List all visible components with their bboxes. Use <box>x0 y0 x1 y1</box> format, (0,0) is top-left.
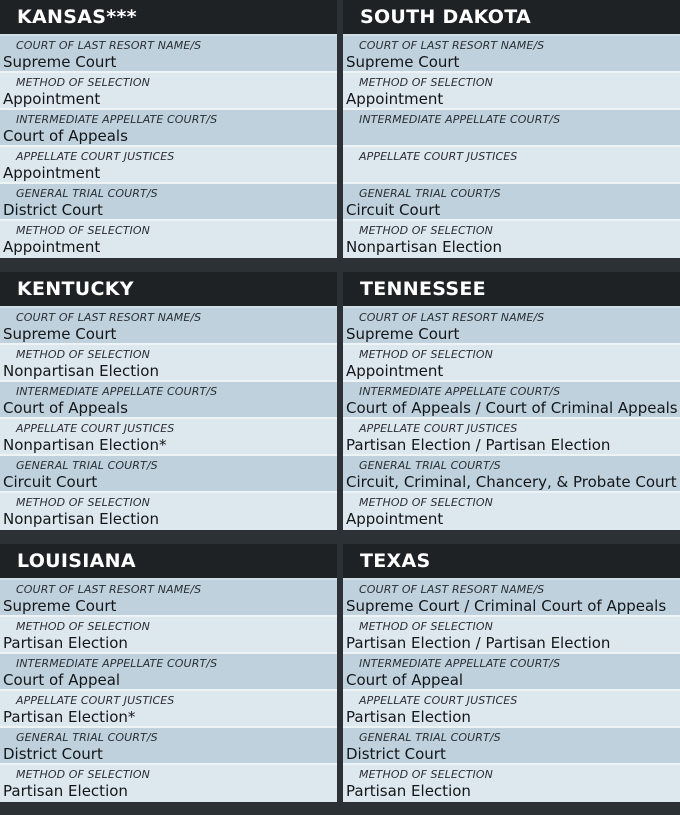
field-value: Court of Appeal <box>3 671 121 689</box>
field-value: District Court <box>346 745 446 763</box>
court-info-list <box>343 308 680 544</box>
field-label: INTERMEDIATE APPELLATE COURT/S <box>359 385 561 398</box>
court-info-row <box>0 493 337 530</box>
court-info-row <box>0 617 337 654</box>
court-info-row <box>343 691 680 728</box>
state-name: TENNESSEE <box>360 278 486 300</box>
field-value: Appointment <box>346 90 444 108</box>
field-value: Nonpartisan Election <box>3 510 159 528</box>
court-info-row <box>0 382 337 419</box>
field-label: COURT OF LAST RESORT NAME/S <box>16 39 202 52</box>
field-value: Supreme Court / Criminal Court of Appeals <box>346 597 667 615</box>
field-label: INTERMEDIATE APPELLATE COURT/S <box>359 657 561 670</box>
field-label: METHOD OF SELECTION <box>359 620 493 633</box>
field-label: METHOD OF SELECTION <box>359 224 493 237</box>
field-label: GENERAL TRIAL COURT/S <box>16 187 158 200</box>
field-value: Nonpartisan Election <box>3 362 159 380</box>
court-info-row <box>343 617 680 654</box>
field-value: Partisan Election / Partisan Election <box>346 436 611 454</box>
court-info-row <box>0 147 337 184</box>
court-info-row <box>0 580 337 617</box>
field-label: INTERMEDIATE APPELLATE COURT/S <box>16 113 218 126</box>
field-label: METHOD OF SELECTION <box>16 76 150 89</box>
court-info-row <box>0 110 337 147</box>
state-name: SOUTH DAKOTA <box>360 6 532 28</box>
court-info-row <box>0 345 337 382</box>
field-value: Court of Appeals <box>3 127 128 145</box>
field-value: District Court <box>3 201 103 219</box>
field-label: INTERMEDIATE APPELLATE COURT/S <box>16 657 218 670</box>
court-info-row <box>0 73 337 110</box>
field-label: GENERAL TRIAL COURT/S <box>359 187 501 200</box>
state-header <box>343 272 680 308</box>
court-info-row <box>343 382 680 419</box>
field-label: INTERMEDIATE APPELLATE COURT/S <box>16 385 218 398</box>
field-label: APPELLATE COURT JUSTICES <box>359 422 518 435</box>
court-info-row <box>0 36 337 73</box>
court-info-row <box>343 73 680 110</box>
field-value: Appointment <box>346 510 444 528</box>
state-name: LOUISIANA <box>17 550 136 572</box>
court-info-row <box>0 456 337 493</box>
court-info-row <box>0 221 337 258</box>
field-label: APPELLATE COURT JUSTICES <box>16 422 175 435</box>
field-label: COURT OF LAST RESORT NAME/S <box>16 583 202 596</box>
field-value: Nonpartisan Election* <box>3 436 167 454</box>
field-value: Court of Appeals / Court of Criminal Appeals <box>346 399 678 417</box>
field-value: Circuit Court <box>346 201 441 219</box>
state-card <box>0 544 337 815</box>
court-info-row <box>0 691 337 728</box>
field-value: Appointment <box>3 90 101 108</box>
field-label: METHOD OF SELECTION <box>359 768 493 781</box>
court-info-list <box>343 580 680 815</box>
field-label: APPELLATE COURT JUSTICES <box>16 150 175 163</box>
field-value: Partisan Election* <box>3 708 136 726</box>
court-info-row <box>0 308 337 345</box>
field-label: METHOD OF SELECTION <box>16 620 150 633</box>
field-value: Circuit Court <box>3 473 98 491</box>
court-info-row <box>0 184 337 221</box>
field-label: APPELLATE COURT JUSTICES <box>359 150 518 163</box>
state-card <box>343 272 680 544</box>
state-header <box>0 544 337 580</box>
field-label: METHOD OF SELECTION <box>16 496 150 509</box>
court-info-row <box>0 654 337 691</box>
field-value: Court of Appeal <box>346 671 464 689</box>
state-card <box>0 272 337 544</box>
court-info-row <box>343 345 680 382</box>
field-label: COURT OF LAST RESORT NAME/S <box>16 311 202 324</box>
field-label: METHOD OF SELECTION <box>16 768 150 781</box>
state-name: KENTUCKY <box>17 278 134 300</box>
court-info-row <box>0 419 337 456</box>
field-value: District Court <box>3 745 103 763</box>
field-label: APPELLATE COURT JUSTICES <box>16 694 175 707</box>
field-value: Supreme Court <box>346 325 460 343</box>
state-header <box>343 544 680 580</box>
state-card <box>343 544 680 815</box>
field-value: Supreme Court <box>3 325 117 343</box>
court-info-row <box>343 419 680 456</box>
court-info-row <box>0 765 337 802</box>
court-info-row <box>343 184 680 221</box>
field-label: INTERMEDIATE APPELLATE COURT/S <box>359 113 561 126</box>
court-info-row <box>343 36 680 73</box>
state-header <box>0 0 337 36</box>
field-value: Partisan Election <box>3 634 128 652</box>
field-label: COURT OF LAST RESORT NAME/S <box>359 39 545 52</box>
field-label: METHOD OF SELECTION <box>16 224 150 237</box>
court-info-list <box>0 36 337 272</box>
field-label: COURT OF LAST RESORT NAME/S <box>359 311 545 324</box>
field-label: METHOD OF SELECTION <box>359 496 493 509</box>
field-value: Appointment <box>3 238 101 256</box>
court-info-list <box>0 580 337 815</box>
field-value: Nonpartisan Election <box>346 238 502 256</box>
court-info-row <box>343 456 680 493</box>
field-label: METHOD OF SELECTION <box>359 348 493 361</box>
court-info-list <box>0 308 337 544</box>
court-info-row <box>343 654 680 691</box>
field-label: COURT OF LAST RESORT NAME/S <box>359 583 545 596</box>
field-label: GENERAL TRIAL COURT/S <box>359 731 501 744</box>
court-info-row <box>0 728 337 765</box>
state-header <box>343 0 680 36</box>
field-value: Supreme Court <box>346 53 460 71</box>
court-info-row <box>343 493 680 530</box>
field-value: Appointment <box>346 362 444 380</box>
state-card <box>343 0 680 272</box>
field-value: Supreme Court <box>3 597 117 615</box>
state-header <box>0 272 337 308</box>
court-info-row <box>343 221 680 258</box>
court-info-list <box>343 36 680 272</box>
field-label: GENERAL TRIAL COURT/S <box>16 731 158 744</box>
state-name: TEXAS <box>360 550 431 572</box>
field-value: Supreme Court <box>3 53 117 71</box>
field-label: METHOD OF SELECTION <box>16 348 150 361</box>
field-label: APPELLATE COURT JUSTICES <box>359 694 518 707</box>
state-name: KANSAS*** <box>17 6 137 28</box>
court-info-row <box>343 147 680 184</box>
field-value: Partisan Election / Partisan Election <box>346 634 611 652</box>
field-label: METHOD OF SELECTION <box>359 76 493 89</box>
court-info-row <box>343 765 680 802</box>
field-value: Circuit, Criminal, Chancery, & Probate Court <box>346 473 677 491</box>
field-label: GENERAL TRIAL COURT/S <box>16 459 158 472</box>
court-info-row <box>343 580 680 617</box>
court-info-row <box>343 308 680 345</box>
field-value: Partisan Election <box>3 782 128 800</box>
state-card <box>0 0 337 272</box>
court-info-row <box>343 728 680 765</box>
field-value: Partisan Election <box>346 708 471 726</box>
field-value: Appointment <box>3 164 101 182</box>
court-info-row <box>343 110 680 147</box>
field-value: Court of Appeals <box>3 399 128 417</box>
field-value: Partisan Election <box>346 782 471 800</box>
field-label: GENERAL TRIAL COURT/S <box>359 459 501 472</box>
